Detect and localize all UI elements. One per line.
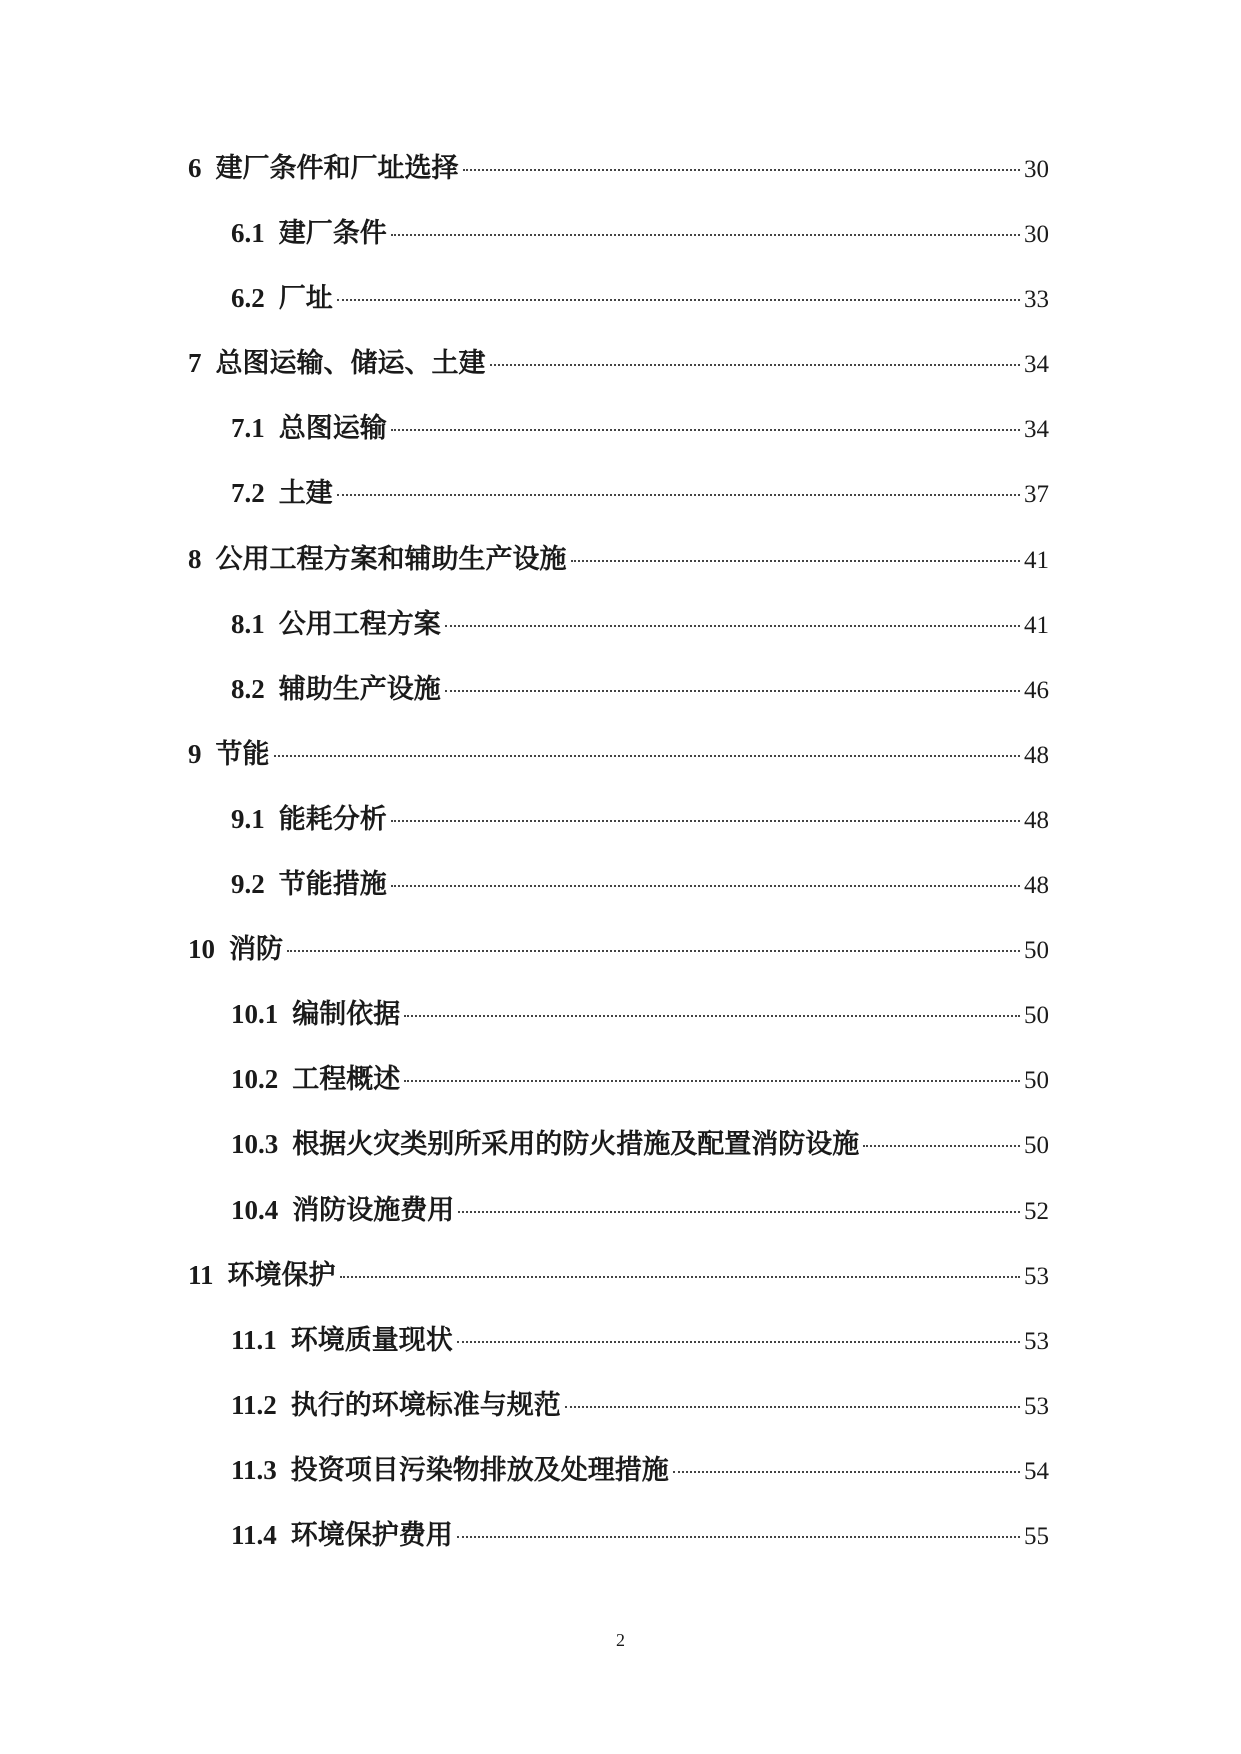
toc-entry-title: 公用工程方案 [278, 608, 441, 640]
dot-leader [565, 1406, 1020, 1408]
dot-leader [391, 820, 1020, 822]
toc-entry-title: 投资项目污染物排放及处理措施 [290, 1454, 669, 1486]
toc-entry-page: 48 [1024, 806, 1049, 834]
dot-leader [287, 950, 1020, 952]
toc-entry-page: 50 [1024, 1002, 1049, 1030]
toc-entry-number: 10.2 [231, 1064, 279, 1095]
toc-entry-page: 52 [1024, 1197, 1049, 1225]
toc-entry-title: 节能措施 [278, 869, 387, 901]
toc-entry-8-1[interactable] [0, 604, 1241, 669]
toc-entry-11-3[interactable] [0, 1450, 1241, 1515]
toc-entry-number: 11 [188, 1259, 214, 1290]
toc-entry-page: 48 [1024, 872, 1049, 900]
toc-entry-number: 11.2 [231, 1389, 277, 1420]
toc-entry-page: 48 [1024, 741, 1049, 769]
toc-entry-number: 8.1 [231, 608, 265, 639]
toc-entry-10-2[interactable] [0, 1059, 1241, 1124]
toc-entry-page: 46 [1024, 676, 1049, 704]
toc-entry-number: 10.1 [231, 999, 279, 1030]
toc-entry-page: 53 [1024, 1392, 1049, 1420]
toc-entry-number: 8.2 [231, 673, 265, 704]
toc-entry-page: 53 [1024, 1262, 1049, 1290]
toc-entry-number: 10 [188, 934, 215, 965]
toc-entry-page: 37 [1024, 481, 1049, 509]
dot-leader [571, 560, 1021, 562]
toc-entry-9[interactable] [0, 734, 1241, 799]
toc-entry-page: 53 [1024, 1327, 1049, 1355]
toc-entry-title: 环境保护 [227, 1259, 336, 1291]
toc-entry-title: 土建 [278, 478, 333, 510]
toc-entry-page: 54 [1024, 1457, 1049, 1485]
dot-leader [391, 885, 1020, 887]
dot-leader [457, 1536, 1020, 1538]
toc-entry-number: 10.3 [231, 1129, 279, 1160]
toc-entry-title: 厂址 [278, 283, 333, 315]
toc-entry-number: 11.1 [231, 1324, 277, 1355]
toc-entry-number: 11.3 [231, 1454, 277, 1485]
toc-entry-number: 8 [188, 543, 202, 574]
toc-entry-number: 9.2 [231, 869, 265, 900]
toc-entry-10-4[interactable] [0, 1190, 1241, 1255]
toc-entry-title: 公用工程方案和辅助生产设施 [215, 543, 567, 575]
toc-entry-title: 总图运输 [278, 413, 387, 445]
toc-entry-number: 7.1 [231, 413, 265, 444]
toc-entry-number: 7 [188, 348, 202, 379]
dot-leader [463, 169, 1021, 171]
toc-entry-10[interactable] [0, 929, 1241, 994]
toc-entry-page: 41 [1024, 611, 1049, 639]
dot-leader [457, 1341, 1020, 1343]
dot-leader [673, 1471, 1020, 1473]
toc-entry-6[interactable] [0, 148, 1241, 213]
dot-leader [274, 755, 1021, 757]
toc-entry-7-1[interactable] [0, 408, 1241, 473]
toc-entry-title: 消防 [229, 934, 283, 966]
dot-leader [445, 690, 1020, 692]
toc-entry-7-2[interactable] [0, 473, 1241, 538]
toc-entry-7[interactable] [0, 343, 1241, 408]
dot-leader [340, 1276, 1020, 1278]
table-of-contents [0, 148, 1241, 1580]
toc-entry-page: 50 [1024, 1067, 1049, 1095]
toc-entry-page: 30 [1024, 156, 1049, 183]
dot-leader [337, 299, 1020, 301]
toc-entry-11[interactable] [0, 1255, 1241, 1320]
toc-entry-number: 6.1 [231, 218, 265, 249]
toc-entry-page: 33 [1024, 286, 1049, 314]
toc-entry-number: 9 [188, 738, 202, 769]
toc-entry-number: 11.4 [231, 1519, 277, 1550]
toc-entry-title: 总图运输、储运、土建 [215, 348, 486, 380]
toc-entry-8[interactable] [0, 539, 1241, 604]
toc-entry-page: 50 [1024, 937, 1049, 965]
dot-leader [391, 234, 1020, 236]
toc-entry-page: 34 [1024, 351, 1049, 379]
toc-entry-page: 34 [1024, 416, 1049, 444]
toc-entry-page: 30 [1024, 221, 1049, 249]
dot-leader [445, 625, 1020, 627]
toc-entry-number: 6.2 [231, 283, 265, 314]
toc-entry-8-2[interactable] [0, 669, 1241, 734]
toc-entry-page: 50 [1024, 1132, 1049, 1160]
toc-entry-page: 55 [1024, 1522, 1049, 1550]
toc-entry-title: 能耗分析 [278, 803, 387, 835]
page-number: 2 [616, 1630, 625, 1650]
dot-leader [863, 1145, 1020, 1147]
dot-leader [404, 1015, 1020, 1017]
toc-entry-title: 节能 [215, 738, 270, 770]
toc-entry-number: 6 [188, 153, 202, 183]
toc-entry-title: 工程概述 [292, 1064, 401, 1096]
dot-leader [404, 1080, 1020, 1082]
toc-entry-11-2[interactable] [0, 1385, 1241, 1450]
toc-entry-title: 环境保护费用 [290, 1519, 453, 1551]
toc-entry-title: 消防设施费用 [292, 1194, 455, 1226]
toc-entry-title: 建厂条件 [278, 218, 387, 250]
dot-leader [337, 494, 1020, 496]
toc-entry-number: 9.1 [231, 803, 265, 834]
dot-leader [391, 429, 1020, 431]
toc-entry-10-3[interactable] [0, 1124, 1241, 1189]
toc-entry-9-1[interactable] [0, 799, 1241, 864]
toc-entry-title: 编制依据 [292, 999, 401, 1031]
toc-entry-title: 根据火灾类别所采用的防火措施及配置消防设施 [292, 1129, 860, 1161]
toc-entry-6-1[interactable] [0, 213, 1241, 278]
toc-entry-11-1[interactable] [0, 1320, 1241, 1385]
toc-entry-title: 执行的环境标准与规范 [290, 1389, 561, 1421]
toc-entry-number: 7.2 [231, 478, 265, 509]
toc-entry-9-2[interactable] [0, 864, 1241, 929]
toc-entry-title: 建厂条件和厂址选择 [215, 153, 459, 184]
toc-entry-number: 10.4 [231, 1194, 279, 1225]
toc-entry-10-1[interactable] [0, 994, 1241, 1059]
dot-leader [490, 364, 1021, 366]
toc-entry-page: 41 [1024, 546, 1049, 574]
dot-leader [458, 1211, 1020, 1213]
toc-entry-title: 环境质量现状 [290, 1324, 453, 1356]
toc-entry-title: 辅助生产设施 [278, 673, 441, 705]
toc-entry-11-4[interactable] [0, 1515, 1241, 1580]
toc-entry-6-2[interactable] [0, 278, 1241, 343]
